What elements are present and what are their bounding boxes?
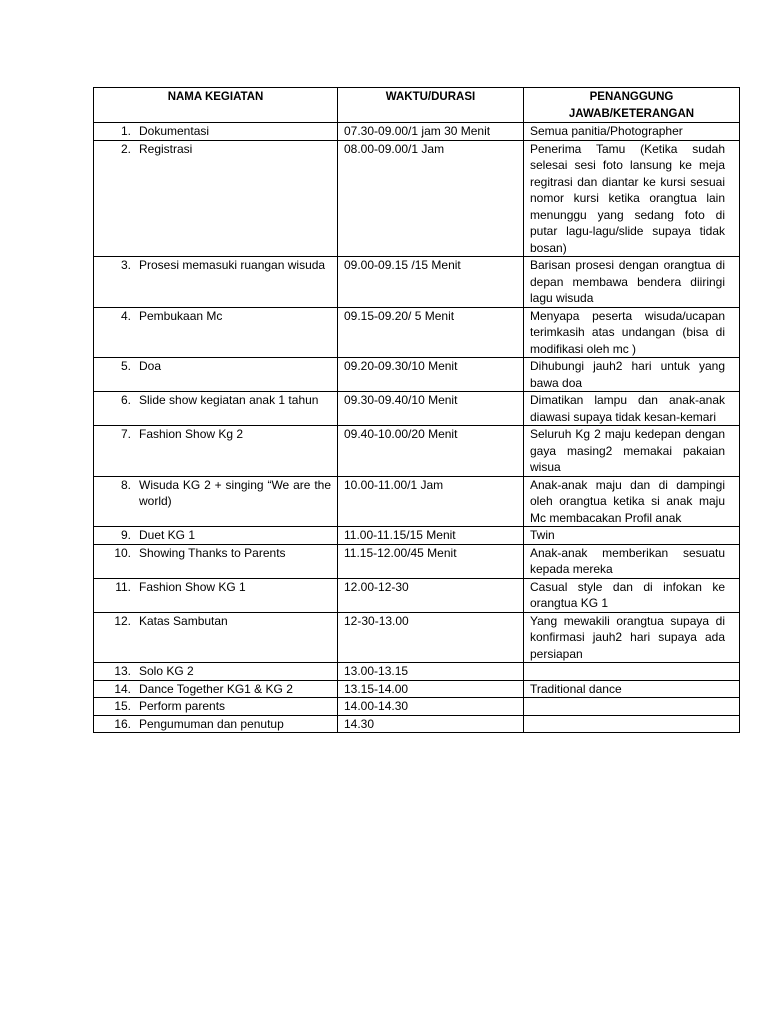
responsible-note-cell: Penerima Tamu (Ketika sudah selesai sesi foto lansung ke meja regitrasi dan diantar ke kursi sesuai nomor kursi ketika orangtua lain menunggu yang sedang foto di putar lagu-lagu/slide supaya tidak bosan) xyxy=(524,140,740,257)
row-number: 13. xyxy=(114,664,131,678)
time-duration-cell: 12-30-13.00 xyxy=(338,612,524,663)
activity-name: Slide show kegiatan anak 1 tahun xyxy=(139,393,319,407)
time-duration-cell: 09.20-09.30/10 Menit xyxy=(338,358,524,392)
table-row xyxy=(94,123,740,141)
header-nama-kegiatan: NAMA KEGIATAN xyxy=(94,88,338,123)
row-number: 1. xyxy=(120,124,131,138)
responsible-note-cell: Yang mewakili orangtua supaya di konfirmasi jauh2 hari supaya ada persiapan xyxy=(524,612,740,663)
schedule-table xyxy=(93,87,740,733)
activity-cell xyxy=(94,578,338,612)
time-duration-cell: 13.15-14.00 xyxy=(338,680,524,698)
activity-cell xyxy=(94,527,338,545)
time-duration-cell: 09.40-10.00/20 Menit xyxy=(338,426,524,477)
activity-cell xyxy=(94,123,338,141)
row-number: 5. xyxy=(120,359,131,373)
row-number: 6. xyxy=(120,393,131,407)
row-number: 2. xyxy=(120,141,131,156)
activity-name: Fashion Show Kg 2 xyxy=(139,427,244,441)
activity-cell xyxy=(94,612,338,663)
activity-cell xyxy=(94,392,338,426)
table-row xyxy=(94,307,740,358)
table-row xyxy=(94,698,740,716)
activity-name: Dokumentasi xyxy=(139,124,210,138)
row-number: 16. xyxy=(114,716,131,731)
responsible-note-cell: Anak-anak maju dan di dampingi oleh orangtua ketika si anak maju Mc membacakan Profil anak xyxy=(524,476,740,527)
row-number: 14. xyxy=(114,681,131,696)
table-row xyxy=(94,392,740,426)
table-row xyxy=(94,257,740,308)
row-number: 10. xyxy=(114,545,131,560)
activity-cell xyxy=(94,663,338,681)
activity-name: Dance Together KG1 & KG 2 xyxy=(139,681,293,696)
schedule-document xyxy=(93,87,739,733)
activity-cell xyxy=(94,257,338,308)
time-duration-cell: 07.30-09.00/1 jam 30 Menit xyxy=(338,123,524,141)
time-duration-cell: 11.00-11.15/15 Menit xyxy=(338,527,524,545)
responsible-note-cell: Dimatikan lampu dan anak-anak diawasi supaya tidak kesan-kemari xyxy=(524,392,740,426)
time-duration-cell: 10.00-11.00/1 Jam xyxy=(338,476,524,527)
activity-name: Pengumuman dan penutup xyxy=(139,716,284,731)
row-number: 3. xyxy=(120,258,131,272)
activity-name: Registrasi xyxy=(139,141,193,156)
time-duration-cell: 12.00-12-30 xyxy=(338,578,524,612)
activity-cell xyxy=(94,307,338,358)
activity-name: Perform parents xyxy=(139,699,226,713)
time-duration-cell: 09.15-09.20/ 5 Menit xyxy=(338,307,524,358)
activity-name: Solo KG 2 xyxy=(139,664,194,678)
activity-name: Showing Thanks to Parents xyxy=(139,545,286,560)
responsible-note-cell: Seluruh Kg 2 maju kedepan dengan gaya masing2 memakai pakaian wisua xyxy=(524,426,740,477)
responsible-note-cell xyxy=(524,715,740,733)
table-row xyxy=(94,476,740,527)
responsible-note-cell xyxy=(524,663,740,681)
activity-name: Duet KG 1 xyxy=(139,528,196,542)
responsible-note-cell: Anak-anak memberikan sesuatu kepada mereka xyxy=(524,544,740,578)
responsible-note-cell: Barisan prosesi dengan orangtua di depan membawa bendera diiringi lagu wisuda xyxy=(524,257,740,308)
table-row xyxy=(94,544,740,578)
header-waktu-durasi: WAKTU/DURASI xyxy=(338,88,524,123)
table-row xyxy=(94,140,740,257)
time-duration-cell: 08.00-09.00/1 Jam xyxy=(338,140,524,257)
table-row xyxy=(94,663,740,681)
schedule-rows xyxy=(94,123,740,733)
row-number: 7. xyxy=(120,427,131,441)
responsible-note-cell: Menyapa peserta wisuda/ucapan terimkasih atas undangan (bisa di modifikasi oleh mc ) xyxy=(524,307,740,358)
activity-cell xyxy=(94,476,338,527)
time-duration-cell: 14.00-14.30 xyxy=(338,698,524,716)
activity-name: Wisuda KG 2 + singing “We are the world) xyxy=(139,477,331,508)
row-number: 4. xyxy=(120,308,131,323)
responsible-note-cell xyxy=(524,698,740,716)
activity-cell xyxy=(94,358,338,392)
responsible-note-cell: Traditional dance xyxy=(524,680,740,698)
activity-cell xyxy=(94,698,338,716)
time-duration-cell: 14.30 xyxy=(338,715,524,733)
responsible-note-cell: Dihubungi jauh2 hari untuk yang bawa doa xyxy=(524,358,740,392)
table-row xyxy=(94,612,740,663)
table-row xyxy=(94,680,740,698)
time-duration-cell: 09.00-09.15 /15 Menit xyxy=(338,257,524,308)
activity-name: Prosesi memasuki ruangan wisuda xyxy=(139,258,326,272)
time-duration-cell: 13.00-13.15 xyxy=(338,663,524,681)
activity-name: Pembukaan Mc xyxy=(139,308,223,323)
table-row xyxy=(94,715,740,733)
activity-cell xyxy=(94,715,338,733)
activity-name: Doa xyxy=(139,359,162,373)
responsible-note-cell: Casual style dan di infokan ke orangtua KG 1 xyxy=(524,578,740,612)
activity-name: Katas Sambutan xyxy=(139,613,228,628)
table-row xyxy=(94,578,740,612)
responsible-note-cell: Twin xyxy=(524,527,740,545)
activity-cell xyxy=(94,544,338,578)
activity-cell xyxy=(94,426,338,477)
header-row xyxy=(94,88,740,123)
time-duration-cell: 09.30-09.40/10 Menit xyxy=(338,392,524,426)
time-duration-cell: 11.15-12.00/45 Menit xyxy=(338,544,524,578)
row-number: 11. xyxy=(115,579,131,594)
header-penanggung-jawab: PENANGGUNG JAWAB/KETERANGAN xyxy=(524,88,740,123)
table-row xyxy=(94,358,740,392)
row-number: 15. xyxy=(114,699,131,713)
table-row xyxy=(94,426,740,477)
row-number: 8. xyxy=(120,477,131,492)
table-row xyxy=(94,527,740,545)
row-number: 12. xyxy=(114,613,131,628)
activity-cell xyxy=(94,140,338,257)
activity-name: Fashion Show KG 1 xyxy=(139,579,246,594)
row-number: 9. xyxy=(120,528,131,542)
responsible-note-cell: Semua panitia/Photographer xyxy=(524,123,740,141)
activity-cell xyxy=(94,680,338,698)
